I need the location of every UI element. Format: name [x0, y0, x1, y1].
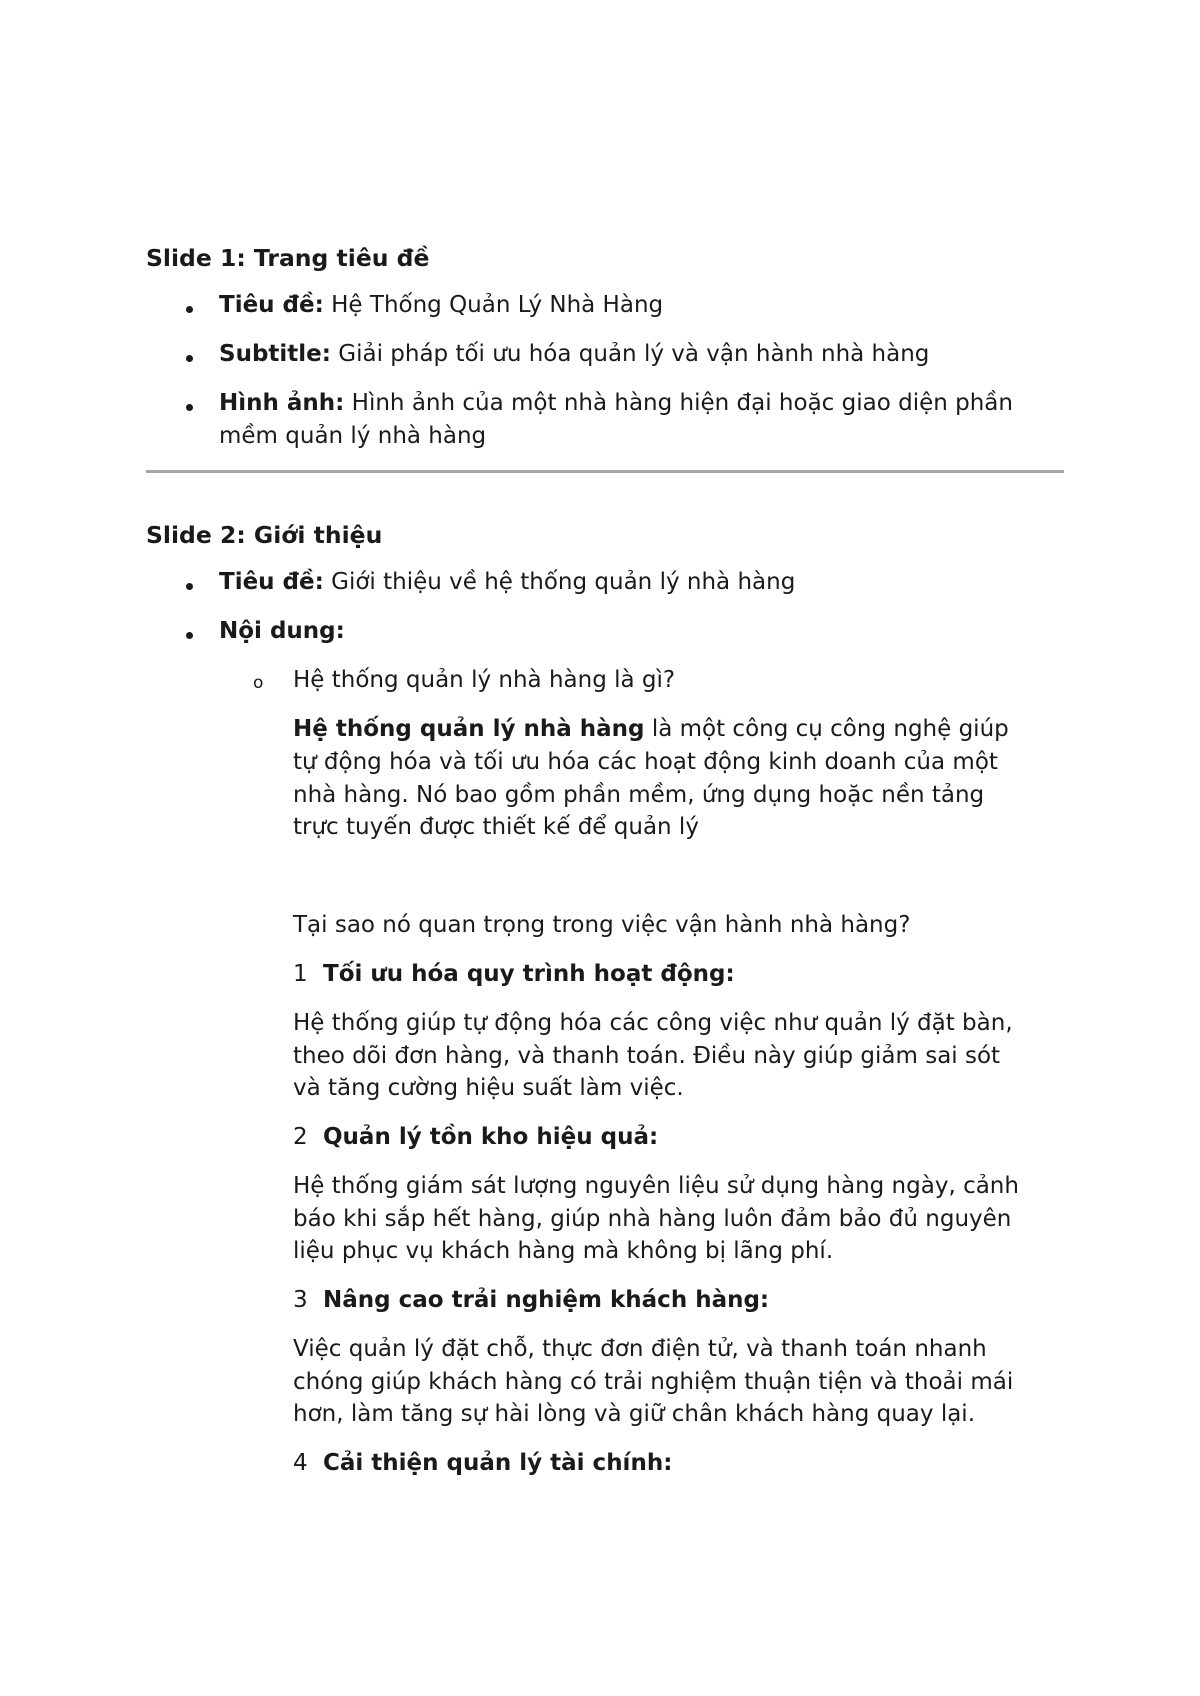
bullet-icon [186, 355, 193, 362]
point-text-line: Việc quản lý đặt chỗ, thực đơn điện tử, và thanh toán nhanh [293, 1336, 987, 1362]
point-heading [293, 1287, 769, 1313]
point-text-line: chóng giúp khách hàng có trải nghiệm thuận tiện và thoải mái [293, 1369, 1014, 1395]
item-text: Giải pháp tối ưu hóa quản lý và vận hành nhà hàng [330, 341, 930, 367]
bullet-icon [186, 404, 193, 411]
point-text-line: báo khi sắp hết hàng, giúp nhà hàng luôn đảm bảo đủ nguyên [293, 1206, 1012, 1232]
slide2-title-item [219, 569, 795, 595]
question-why-important: Tại sao nó quan trọng trong việc vận hành nhà hàng? [293, 912, 911, 938]
point-text-line: liệu phục vụ khách hàng mà không bị lãng phí. [293, 1238, 834, 1264]
definition-bold-term: Hệ thống quản lý nhà hàng [293, 716, 645, 742]
point-title: Nâng cao trải nghiệm khách hàng: [323, 1287, 770, 1313]
point-text-line: và tăng cường hiệu suất làm việc. [293, 1075, 684, 1101]
definition-line-3: nhà hàng. Nó bao gồm phần mềm, ứng dụng hoặc nền tảng [293, 782, 985, 808]
point-text-line: theo dõi đơn hàng, và thanh toán. Điều này giúp giảm sai sót [293, 1043, 1001, 1069]
point-title: Cải thiện quản lý tài chính: [323, 1450, 673, 1476]
point-number: 1 [293, 961, 308, 987]
point-text-line: hơn, làm tăng sự hài lòng và giữ chân khách hàng quay lại. [293, 1401, 976, 1427]
item-label: Tiêu đề: [219, 569, 324, 595]
item-text: Hệ Thống Quản Lý Nhà Hàng [323, 292, 664, 318]
definition-line-1 [293, 716, 1009, 742]
slide1-image-item [219, 390, 1013, 416]
point-heading [293, 1450, 672, 1476]
definition-line-4: trực tuyến được thiết kế để quản lý [293, 814, 699, 840]
slide1-title-item [219, 292, 663, 318]
point-number: 4 [293, 1450, 308, 1476]
item-text: Giới thiệu về hệ thống quản lý nhà hàng [323, 569, 796, 595]
point-text-line: Hệ thống giúp tự động hóa các công việc như quản lý đặt bàn, [293, 1010, 1013, 1036]
point-heading [293, 1124, 658, 1150]
slide1-subtitle-item [219, 341, 929, 367]
slide1-image-item-line2: mềm quản lý nhà hàng [219, 423, 487, 449]
point-number: 3 [293, 1287, 308, 1313]
point-text-line: Hệ thống giám sát lượng nguyên liệu sử dụng hàng ngày, cảnh [293, 1173, 1019, 1199]
question-what-is: Hệ thống quản lý nhà hàng là gì? [293, 667, 676, 693]
slide2-content-label: Nội dung: [219, 618, 345, 644]
point-title: Tối ưu hóa quy trình hoạt động: [323, 961, 735, 987]
sub-bullet-icon: o [253, 673, 264, 693]
bullet-icon [186, 306, 193, 313]
item-label: Hình ảnh: [219, 390, 345, 416]
horizontal-divider [146, 470, 1064, 473]
point-heading [293, 961, 735, 987]
item-text: Hình ảnh của một nhà hàng hiện đại hoặc giao diện phần [344, 390, 1013, 416]
definition-line-2: tự động hóa và tối ưu hóa các hoạt động kinh doanh của một [293, 749, 998, 775]
item-label: Tiêu đề: [219, 292, 324, 318]
slide2-heading: Slide 2: Giới thiệu [146, 521, 383, 549]
point-number: 2 [293, 1124, 308, 1150]
slide1-heading: Slide 1: Trang tiêu đề [146, 244, 430, 272]
bullet-icon [186, 583, 193, 590]
item-label: Subtitle: [219, 341, 331, 367]
bullet-icon [186, 632, 193, 639]
definition-text: là một công cụ công nghệ giúp [644, 716, 1009, 742]
point-title: Quản lý tồn kho hiệu quả: [323, 1124, 659, 1150]
